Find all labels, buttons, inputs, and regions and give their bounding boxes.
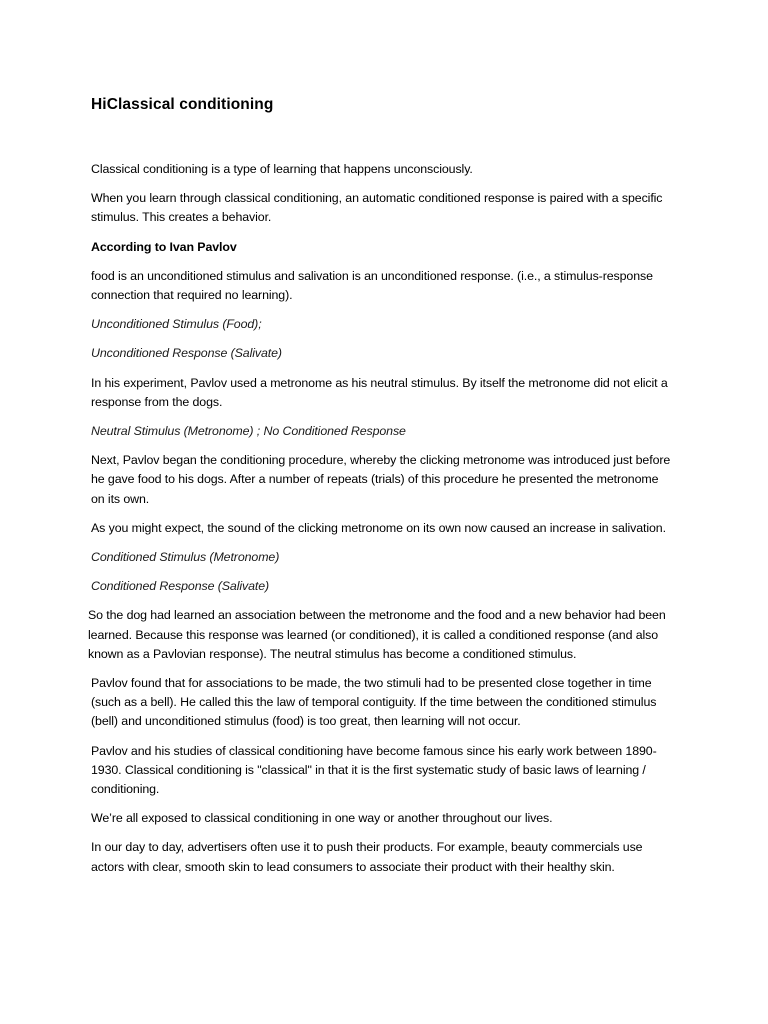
paragraph-intro: Classical conditioning is a type of learning that happens unconsciously. xyxy=(91,162,473,176)
paragraph-definition: When you learn through classical conditioning, an automatic conditioned response is paired with a specific stimulus. This creates a behavior. xyxy=(91,191,663,225)
document-body xyxy=(88,94,671,887)
paragraph-exposure: We’re all exposed to classical conditioning in one way or another throughout our lives. xyxy=(91,811,553,826)
paragraph-temporal-contiguity: Pavlov found that for associations to be made, the two stimuli had to be presented close together in time (such as a bell). He called this the law of temporal contiguity. If the time between the conditioned stimulus (bell) and unconditioned stimulus (food) is too great, then learning will not occur. xyxy=(91,676,657,729)
paragraph-advertising: In our day to day, advertisers often use it to push their products. For example, beauty commercials use actors with clear, smooth skin to lead consumers to associate their product with their healthy skin. xyxy=(91,840,643,874)
paragraph-history: Pavlov and his studies of classical conditioning have become famous since his early work between 1890-1930. Classical conditioning is "classical" in that it is the first systematic study of basic laws of learning / conditioning. xyxy=(91,743,657,797)
paragraph-procedure: Next, Pavlov began the conditioning procedure, whereby the clicking metronome was introduced just before he gave food to his dogs. After a number of repeats (trials) of this procedure he presented the metronome on its own. xyxy=(91,453,671,506)
label-unconditioned-response: Unconditioned Response (Salivate) xyxy=(91,346,282,361)
document-title: HiClassical conditioning xyxy=(91,96,274,113)
paragraph-food-stimulus: food is an unconditioned stimulus and salivation is an unconditioned response. (i.e., a stimulus-response connection that required no learning). xyxy=(91,268,653,303)
label-unconditioned-stimulus: Unconditioned Stimulus (Food); xyxy=(91,317,262,332)
label-conditioned-response: Conditioned Response (Salivate) xyxy=(91,579,270,594)
label-neutral-stimulus: Neutral Stimulus (Metronome) ; No Conditioned Response xyxy=(91,424,406,439)
paragraph-salivation: As you might expect, the sound of the clicking metronome on its own now caused an increase in salivation. xyxy=(91,520,666,535)
subheading-pavlov: According to Ivan Pavlov xyxy=(91,239,237,254)
label-conditioned-stimulus: Conditioned Stimulus (Metronome) xyxy=(91,550,280,565)
paragraph-experiment: In his experiment, Pavlov used a metronome as his neutral stimulus. By itself the metronome did not elicit a response from the dogs. xyxy=(91,375,668,409)
paragraph-association: So the dog had learned an association between the metronome and the food and a new behavior had been learned. Because this response was learned (or conditioned), it is called a conditioned response (and also known as a Pavlovian response). The neutral stimulus has become a conditioned stimulus. xyxy=(88,608,666,661)
